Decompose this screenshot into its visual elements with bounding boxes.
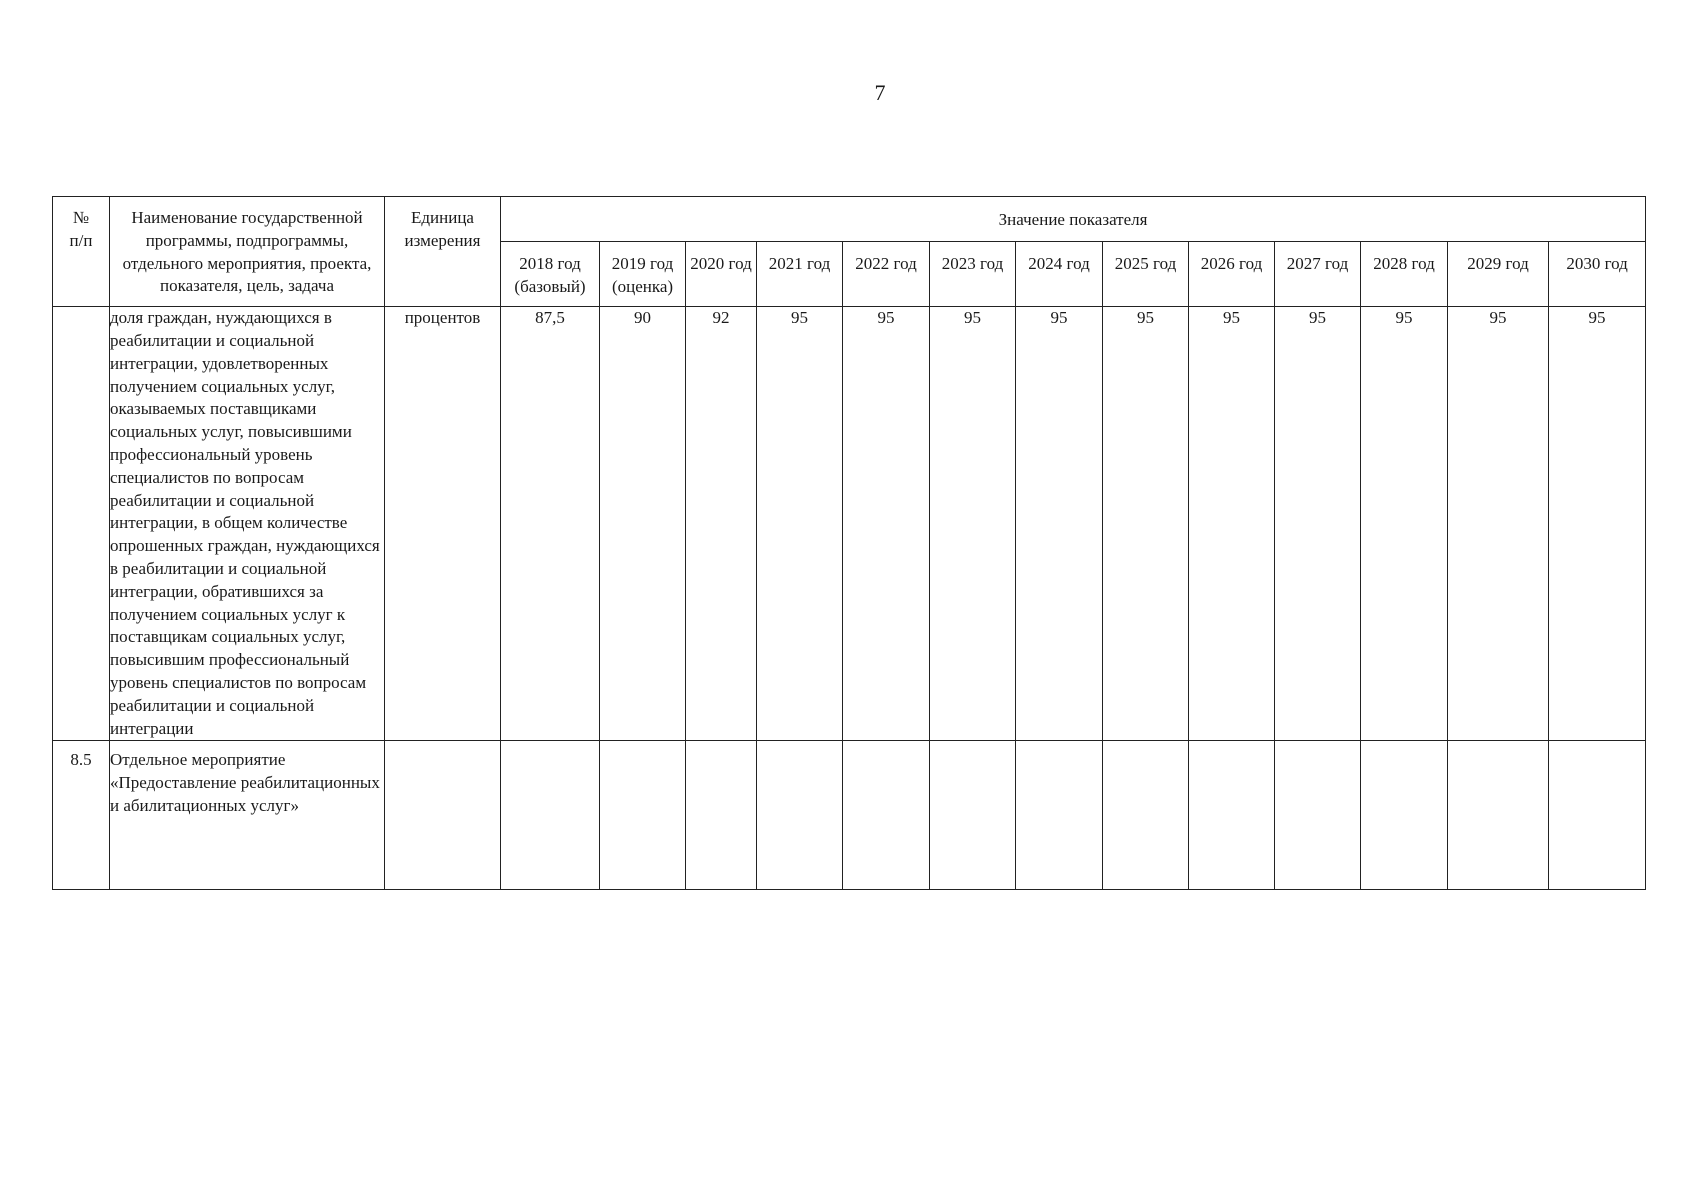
header-name: Наименование государственной программы, подпрограммы, отдельного мероприятия, проекта, показателя, цель, задача	[110, 197, 385, 307]
row-name: Отдельное мероприятие «Предоставление реабилитационных и абилитационных услуг»	[110, 741, 385, 890]
header-year: 2025 год	[1103, 241, 1189, 306]
row-num	[53, 307, 110, 741]
row-value: 95	[1189, 307, 1275, 741]
row-num: 8.5	[53, 741, 110, 890]
header-year: 2030 год	[1549, 241, 1646, 306]
header-year: 2018 год (базовый)	[501, 241, 600, 306]
row-value	[930, 741, 1016, 890]
header-unit: Единица измерения	[385, 197, 501, 307]
row-value	[600, 741, 686, 890]
header-year: 2027 год	[1275, 241, 1361, 306]
row-value	[501, 741, 600, 890]
row-value: 87,5	[501, 307, 600, 741]
header-year: 2026 год	[1189, 241, 1275, 306]
row-value: 95	[1549, 307, 1646, 741]
header-row-1	[53, 197, 1646, 242]
header-value-group: Значение показателя	[501, 197, 1646, 242]
row-unit: процентов	[385, 307, 501, 741]
row-value	[1103, 741, 1189, 890]
row-value	[843, 741, 930, 890]
header-year: 2024 год	[1016, 241, 1103, 306]
row-value: 95	[930, 307, 1016, 741]
row-value: 92	[686, 307, 757, 741]
row-name: доля граждан, нуждающихся в реабилитации и социальной интеграции, удовлетворенных получением социальных услуг, оказываемых поставщиками социальных услуг, повысившими профессиональный уровень специалистов по вопросам реабилитации и социальной интеграции, в общем количестве опрошенных граждан, нуждающихся в реабилитации и социальной интеграции, обратившихся за получением социальных услуг к поставщикам социальных услуг, повысившим профессиональный уровень специалистов по вопросам реабилитации и социальной интеграции	[110, 307, 385, 741]
header-year: 2020 год	[686, 241, 757, 306]
table-row	[53, 307, 1646, 741]
header-year: 2028 год	[1361, 241, 1448, 306]
page-number: 7	[874, 80, 886, 105]
row-value: 95	[1016, 307, 1103, 741]
row-value	[1016, 741, 1103, 890]
row-unit	[385, 741, 501, 890]
row-value: 95	[1448, 307, 1549, 741]
row-value: 95	[843, 307, 930, 741]
header-year: 2021 год	[757, 241, 843, 306]
header-year: 2023 год	[930, 241, 1016, 306]
row-value	[757, 741, 843, 890]
row-value	[1189, 741, 1275, 890]
row-value: 95	[757, 307, 843, 741]
table-row	[53, 741, 1646, 890]
row-value	[1549, 741, 1646, 890]
row-value	[1361, 741, 1448, 890]
header-year: 2022 год	[843, 241, 930, 306]
header-year: 2029 год	[1448, 241, 1549, 306]
indicators-table	[52, 196, 1646, 890]
row-value: 90	[600, 307, 686, 741]
row-value: 95	[1275, 307, 1361, 741]
row-value	[686, 741, 757, 890]
row-value	[1275, 741, 1361, 890]
row-value	[1448, 741, 1549, 890]
header-year: 2019 год (оценка)	[600, 241, 686, 306]
header-num: № п/п	[53, 197, 110, 307]
row-value: 95	[1103, 307, 1189, 741]
row-value: 95	[1361, 307, 1448, 741]
